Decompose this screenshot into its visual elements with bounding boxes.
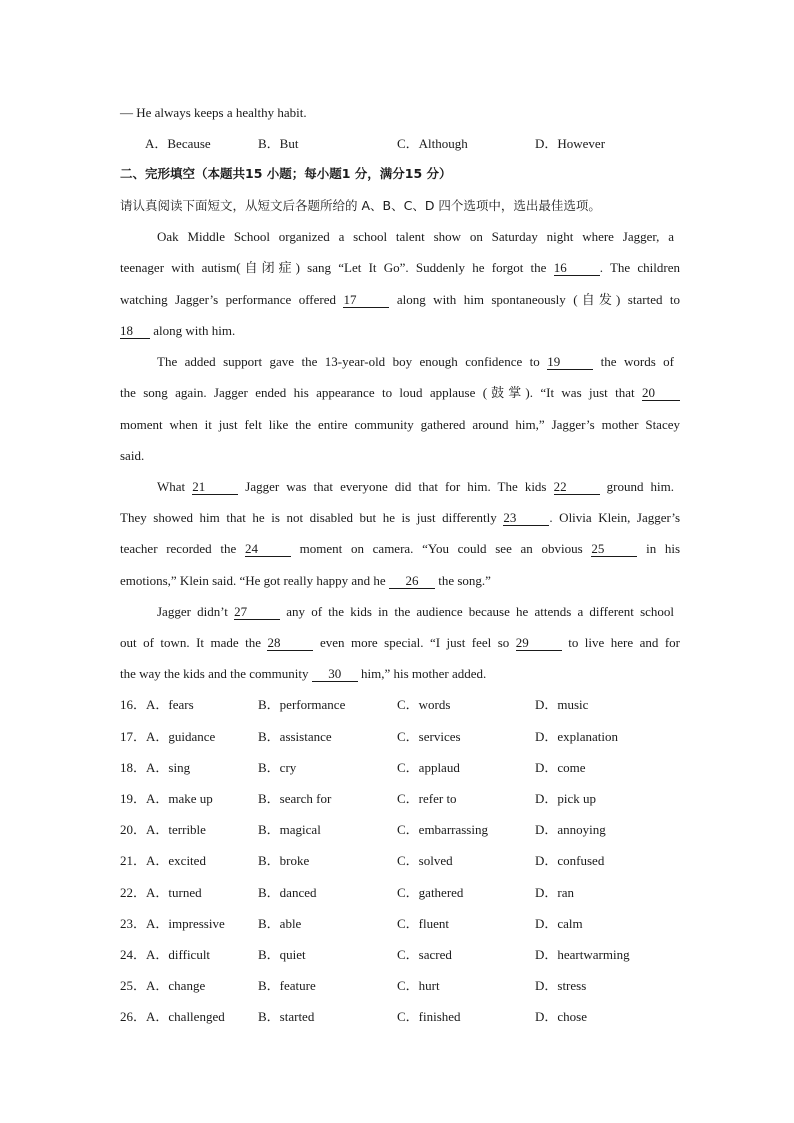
p2-line-1	[157, 354, 674, 370]
text-run: watching Jagger’s performance offered	[120, 292, 336, 307]
question-number: 16．	[120, 697, 147, 712]
option-a: A．fears	[146, 697, 194, 712]
section-instruction: 请认真阅读下面短文，从短文后各题所给的 A、B、C、D 四个选项中，选出最佳选项。	[120, 198, 601, 213]
blank-21: 21	[192, 480, 238, 495]
option-d: D．confused	[535, 853, 605, 868]
option-d: D．ran	[535, 885, 574, 900]
question-number-and-option-a	[120, 729, 215, 745]
blank-23: 23	[503, 511, 549, 526]
option-d: D．annoying	[535, 822, 606, 837]
p1-line-4	[120, 323, 680, 339]
text-run: the song.”	[438, 573, 491, 588]
option-c: C．fluent	[397, 916, 449, 931]
option-a: A．impressive	[146, 916, 225, 931]
p1-line-1: Oak Middle School organized a school talent show on Saturday night where Jagger, a	[157, 229, 674, 244]
question-number: 21．	[120, 853, 147, 868]
p2-line-4: said.	[120, 448, 145, 463]
text-run: The added support gave the 13-year-old boy enough confidence to	[157, 354, 540, 369]
option-c: C．words	[397, 697, 451, 712]
option-a: A．terrible	[146, 822, 206, 837]
text-run: teenager with autism(自闭症) sang “Let It Go”. Suddenly he forgot the	[120, 260, 547, 275]
question-number-and-option-a	[120, 791, 213, 807]
blank-22: 22	[554, 480, 600, 495]
prev-option-d: D．However	[535, 136, 606, 151]
option-d: D．pick up	[535, 791, 597, 806]
option-b: B．magical	[258, 822, 321, 837]
option-d: D．chose	[535, 1009, 587, 1024]
question-number-and-option-a	[120, 822, 206, 838]
blank-26: 26	[389, 574, 435, 589]
option-b: B．started	[258, 1009, 315, 1024]
text-run: Jagger didn’t	[157, 604, 228, 619]
p2-line-3: moment when it just felt like the entire community gathered around him,” Jagger’s mother Stacey	[120, 417, 680, 432]
question-row	[120, 916, 680, 932]
option-a: A．guidance	[146, 729, 216, 744]
option-a: A．difficult	[146, 947, 211, 962]
option-b: B．able	[258, 916, 302, 931]
prev-options	[145, 136, 705, 152]
question-number-and-option-a	[120, 916, 225, 932]
p1-line-3	[120, 292, 680, 308]
option-b: B．danced	[258, 885, 317, 900]
blank-18: 18	[120, 324, 150, 339]
option-b: B．cry	[258, 760, 297, 775]
question-number-and-option-a	[120, 853, 206, 869]
option-c: C．applaud	[397, 760, 460, 775]
option-a: A．challenged	[146, 1009, 225, 1024]
p3-line-4	[120, 573, 680, 589]
question-row	[120, 791, 680, 807]
question-number-and-option-a	[120, 978, 205, 994]
option-b: B．search for	[258, 791, 332, 806]
p3-line-3	[120, 541, 680, 557]
p2-line-2	[120, 385, 680, 401]
text-run: moment on camera. “You could see an obvious	[299, 541, 583, 556]
blank-20: 20	[642, 386, 680, 401]
option-c: C．sacred	[397, 947, 452, 962]
option-d: D．music	[535, 697, 589, 712]
option-a: A．excited	[146, 853, 206, 868]
question-number: 22．	[120, 885, 147, 900]
section-heading: 二、完形填空（本题共15 小题；每小题1 分，满分15 分）	[120, 166, 452, 181]
question-row	[120, 729, 680, 745]
option-c: C．finished	[397, 1009, 461, 1024]
question-number: 24．	[120, 947, 147, 962]
question-row	[120, 978, 680, 994]
question-number: 19．	[120, 791, 147, 806]
option-c: C．refer to	[397, 791, 457, 806]
text-run: any of the kids in the audience because he attends a different school	[286, 604, 675, 619]
blank-29: 29	[516, 636, 562, 651]
option-b: B．performance	[258, 697, 346, 712]
text-run: to live here and for	[568, 635, 680, 650]
prev-option-c: C．Although	[397, 136, 468, 151]
text-run: along with him.	[153, 323, 236, 338]
option-d: D．explanation	[535, 729, 619, 744]
text-run: in his	[646, 541, 681, 556]
p4-line-1	[157, 604, 674, 620]
blank-19: 19	[547, 355, 593, 370]
text-run: What	[157, 479, 186, 494]
option-d: D．come	[535, 760, 586, 775]
prev-answer-line: — He always keeps a healthy habit.	[120, 105, 307, 120]
option-a: A．turned	[146, 885, 202, 900]
p3-line-1	[157, 479, 674, 495]
text-run: emotions,” Klein said. “He got really happy and he	[120, 573, 386, 588]
option-b: B．assistance	[258, 729, 332, 744]
question-row	[120, 885, 680, 901]
text-run: They showed him that he is not disabled but he is just differently	[120, 510, 497, 525]
option-b: B．quiet	[258, 947, 306, 962]
option-b: B．feature	[258, 978, 316, 993]
question-number: 20．	[120, 822, 147, 837]
blank-16: 16	[554, 261, 600, 276]
text-run: him,” his mother added.	[360, 666, 487, 681]
text-run: . Olivia Klein, Jagger’s	[549, 510, 681, 525]
text-run: the way the kids and the community	[120, 666, 309, 681]
question-row	[120, 822, 680, 838]
question-row	[120, 697, 680, 713]
question-row	[120, 760, 680, 776]
question-number-and-option-a	[120, 760, 190, 776]
text-run: the song again. Jagger ended his appearance to loud applause (鼓掌). “It was just that	[120, 385, 635, 400]
question-row	[120, 947, 680, 963]
prev-option-b: B．But	[258, 136, 299, 151]
option-a: A．sing	[146, 760, 191, 775]
option-c: C．hurt	[397, 978, 440, 993]
text-run: along with him spontaneously (自发) started to	[396, 292, 681, 307]
text-run: even more special. “I just feel so	[319, 635, 510, 650]
question-number: 17．	[120, 729, 147, 744]
question-number-and-option-a	[120, 885, 202, 901]
option-d: D．heartwarming	[535, 947, 630, 962]
p3-line-2	[120, 510, 680, 526]
text-run: Jagger was that everyone did that for him. The kids	[245, 479, 547, 494]
question-row	[120, 853, 680, 869]
text-run: teacher recorded the	[120, 541, 237, 556]
blank-28: 28	[267, 636, 313, 651]
blank-27: 27	[234, 605, 280, 620]
blank-30: 30	[312, 667, 358, 682]
p4-line-3	[120, 666, 680, 682]
question-number: 23．	[120, 916, 147, 931]
blank-25: 25	[591, 542, 637, 557]
p1-line-2	[120, 260, 680, 276]
text-run: . The children	[599, 260, 680, 275]
text-run: ground him.	[606, 479, 674, 494]
option-c: C．solved	[397, 853, 453, 868]
option-d: D．stress	[535, 978, 587, 993]
text-run: the words of	[600, 354, 675, 369]
option-d: D．calm	[535, 916, 583, 931]
question-number-and-option-a	[120, 1009, 225, 1025]
blank-24: 24	[245, 542, 291, 557]
p4-line-2	[120, 635, 680, 651]
option-c: C．embarrassing	[397, 822, 488, 837]
question-number: 26．	[120, 1009, 147, 1024]
question-number-and-option-a	[120, 947, 210, 963]
option-c: C．gathered	[397, 885, 464, 900]
prev-option-a: A．Because	[145, 136, 211, 151]
text-run: out of town. It made the	[120, 635, 262, 650]
question-number: 18．	[120, 760, 147, 775]
option-a: A．change	[146, 978, 206, 993]
option-c: C．services	[397, 729, 461, 744]
question-number-and-option-a	[120, 697, 194, 713]
question-number: 25．	[120, 978, 147, 993]
blank-17: 17	[343, 293, 389, 308]
option-b: B．broke	[258, 853, 310, 868]
question-row	[120, 1009, 680, 1025]
option-a: A．make up	[146, 791, 213, 806]
